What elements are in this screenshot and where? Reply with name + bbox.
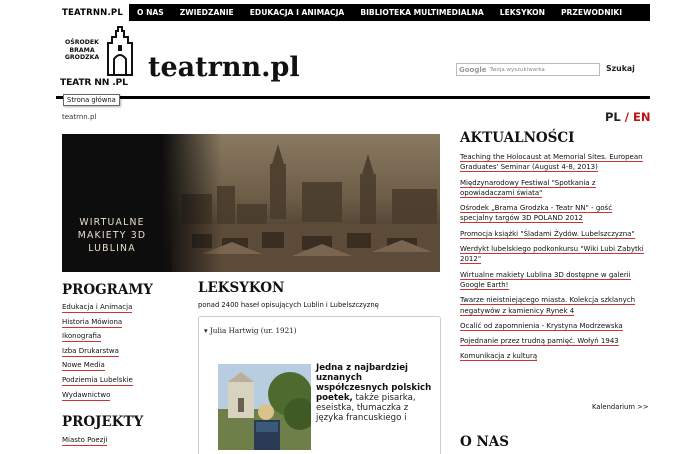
onas-heading: O NAS — [460, 434, 510, 450]
news-item[interactable] — [460, 244, 645, 265]
news-item-label[interactable]: Promocja książki "Śladami Żydów. Lubelszczyzna" — [460, 229, 635, 238]
programy-item[interactable] — [62, 361, 133, 369]
programy-item-label[interactable]: Wydawnictwo — [62, 390, 111, 399]
news-item-label[interactable]: Komunikacja z kulturą — [460, 352, 538, 361]
language-switcher — [605, 110, 650, 124]
programy-item[interactable] — [62, 391, 133, 399]
lang-en-link[interactable]: EN — [633, 110, 651, 124]
hero-caption — [62, 216, 162, 255]
programy-item-label[interactable]: Podziemia Lubelskie — [62, 375, 133, 384]
programy-item-label[interactable]: Historia Mówiona — [62, 317, 123, 326]
hero-caption-line: MAKIETY 3D — [77, 230, 147, 241]
news-item[interactable] — [460, 351, 645, 361]
nav-item-leksykon[interactable]: LEKSYKON — [499, 8, 545, 17]
news-item-label[interactable]: Ośrodek „Brama Grodzka - Teatr NN" - gość specjalny targów 3D POLAND 2012 — [460, 204, 613, 223]
projekty-item-label[interactable]: Miasto Poezji — [62, 436, 108, 444]
search-button[interactable]: Szukaj — [606, 64, 635, 73]
site-logo[interactable] — [60, 25, 138, 91]
leksykon-entry-text — [316, 363, 434, 423]
logo-text — [60, 39, 104, 62]
programy-heading: PROGRAMY — [62, 282, 153, 298]
nav-item-o-nas[interactable]: O NAS — [136, 8, 164, 17]
news-item-label[interactable]: Międzynarodowy Festiwal "Spotkania z opowiadaczami świata" — [460, 178, 596, 197]
nav-item-przewodniki[interactable]: PRZEWODNIKI — [560, 8, 623, 17]
leksykon-photo[interactable] — [218, 364, 311, 450]
logo-line: GRODZKA — [64, 54, 100, 61]
leksykon-entry-label[interactable]: Julia Hartwig (ur. 1921) — [209, 326, 297, 335]
top-nav — [56, 4, 650, 21]
programy-item-label[interactable]: Ikonografia — [62, 332, 102, 341]
header-divider — [56, 96, 650, 99]
nav-item-biblioteka[interactable]: BIBLIOTEKA MULTIMEDIALNA — [360, 8, 484, 17]
home-tooltip: Strona główna — [63, 94, 120, 106]
search-placeholder: Twoja wyszukiwarka — [489, 66, 545, 73]
programy-item[interactable] — [62, 303, 133, 311]
logo-line: OŚRODEK — [65, 39, 99, 46]
site-title[interactable]: teatrnn.pl — [148, 52, 300, 83]
programy-item[interactable] — [62, 347, 133, 355]
news-item[interactable] — [460, 152, 645, 173]
search-input[interactable] — [456, 63, 600, 76]
programy-item[interactable] — [62, 332, 133, 340]
portrait-photo — [218, 364, 311, 450]
projekty-list — [62, 436, 107, 451]
projekty-item[interactable] — [62, 436, 107, 444]
programy-item-label[interactable]: Izba Drukarstwa — [62, 346, 119, 355]
logo-line: BRAMA — [69, 46, 95, 54]
projekty-heading: PROJEKTY — [62, 414, 144, 430]
news-item-label[interactable]: Teaching the Holocaust at Memorial Sites. European Graduates' Seminar (August 4-8, 2013) — [460, 153, 643, 172]
nav-item-edukacja[interactable]: EDUKACJA I ANIMACJA — [249, 8, 345, 17]
news-item-label[interactable]: Pojednanie przez trudną pamięć. Wołyń 1943 — [460, 337, 619, 346]
programy-item-label[interactable]: Edukacja i Animacja — [62, 303, 133, 311]
leksykon-text-rest: także pisarka, eseistka, tłumaczka z języka francuskiego i — [316, 393, 416, 423]
leksykon-heading: LEKSYKON — [198, 280, 285, 296]
aktualnosci-heading: AKTUALNOŚCI — [460, 130, 575, 146]
leksykon-entry-title[interactable] — [204, 326, 297, 335]
leksykon-entry-box — [198, 316, 441, 454]
google-logo: Google — [459, 65, 487, 74]
news-list — [460, 152, 645, 367]
programy-item[interactable] — [62, 376, 133, 384]
hero-banner[interactable] — [62, 134, 440, 272]
news-item[interactable] — [460, 229, 645, 239]
gate-tower-icon — [104, 25, 138, 77]
logo-name: TEATR NN .PL — [60, 77, 128, 88]
news-item[interactable] — [460, 203, 645, 224]
kalendarium-link[interactable]: Kalendarium >> — [592, 403, 649, 411]
news-item[interactable] — [460, 178, 645, 199]
hero-caption-line: LUBLINA — [88, 243, 136, 254]
news-item-label[interactable]: Twarze nieistniejącego miasta. Kolekcja szklanych negatywów z kamienicy Rynek 4 — [460, 296, 636, 315]
hero-caption-line: WIRTUALNE — [79, 217, 145, 228]
leksykon-description: ponad 2400 haseł opisujących Lublin i Lubelszczyznę — [198, 301, 379, 309]
news-item[interactable] — [460, 295, 645, 316]
leksykon-text-bold: Jedna z najbardziej uznanych współczesnych polskich poetek, — [316, 363, 432, 403]
breadcrumb[interactable]: teatrnn.pl — [62, 113, 97, 121]
programy-list — [62, 303, 133, 405]
programy-item[interactable] — [62, 318, 133, 326]
news-item[interactable] — [460, 321, 645, 331]
lang-pl-link[interactable]: PL — [605, 110, 621, 124]
programy-item-label[interactable]: Nowe Media — [62, 361, 105, 370]
news-item[interactable] — [460, 336, 645, 346]
lang-separator: / — [624, 110, 629, 124]
news-item-label[interactable]: Wirtualne makiety Lublina 3D dostępne w galerii Google Earth! — [460, 270, 631, 289]
news-item-label[interactable]: Ocalić od zapomnienia - Krystyna Modrzewska — [460, 321, 623, 330]
news-item[interactable] — [460, 270, 645, 291]
triangle-icon: ▾ — [204, 326, 210, 335]
news-item-label[interactable]: Werdykt lubelskiego podkonkursu "Wiki Lubi Zabytki 2012" — [460, 245, 644, 264]
nav-home-link[interactable]: TEATRNN.PL — [56, 4, 129, 21]
nav-item-zwiedzanie[interactable]: ZWIEDZANIE — [179, 8, 234, 17]
